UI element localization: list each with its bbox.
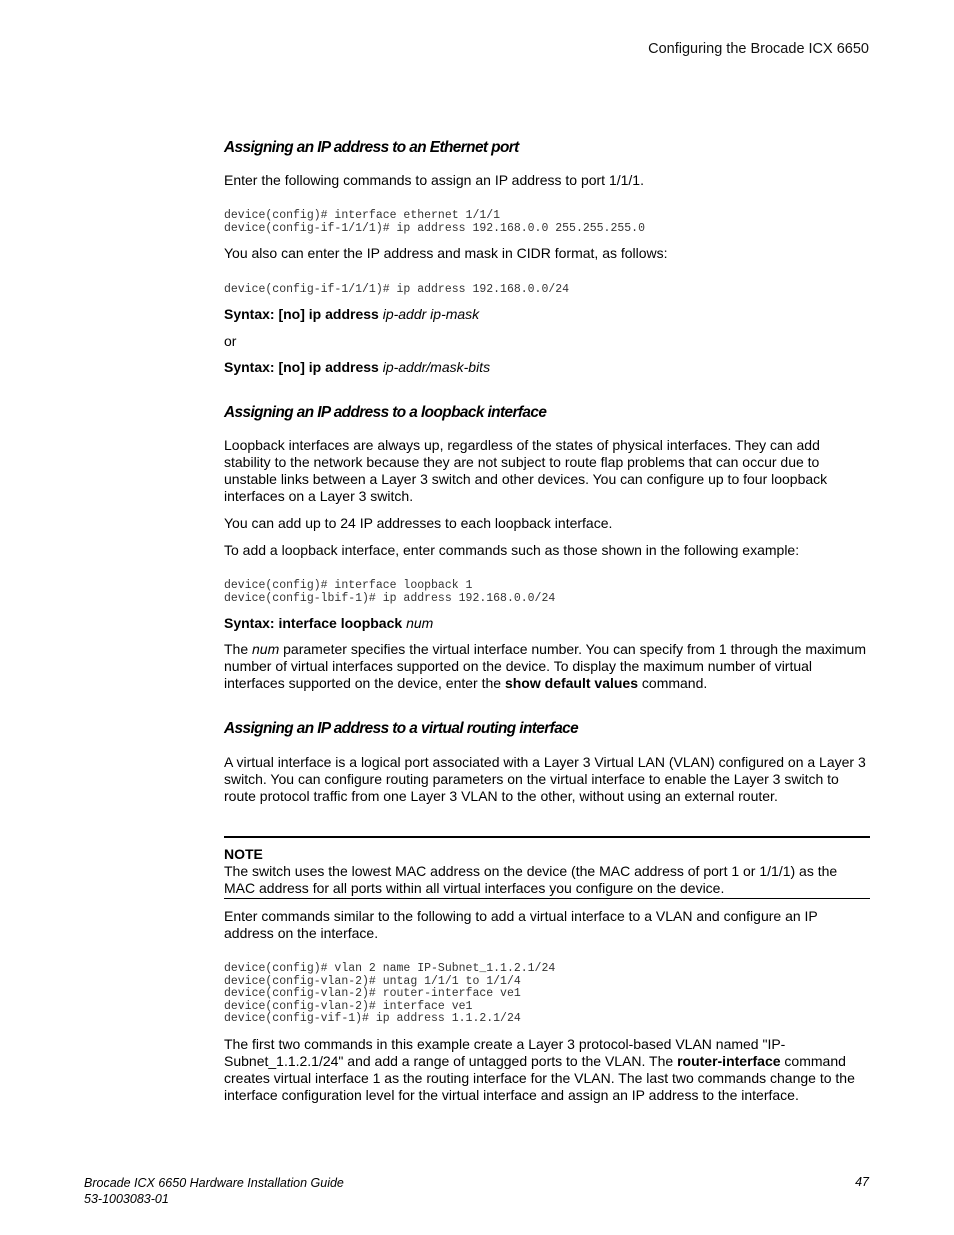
syntax-ip-mask <box>224 306 870 323</box>
virtual-para-1: A virtual interface is a logical port associated with a Layer 3 Virtual LAN (VLAN) configured on a Layer 3 switch. You can configure routing parameters on the virtual interface to enable the Layer 3 switch to route protocol traffic from one Layer 3 VLAN to the other, without using an external router. <box>224 754 866 804</box>
syntax-command: Syntax: [no] ip address <box>224 306 379 322</box>
virtual-para-2: Enter commands similar to the following to add a virtual interface to a VLAN and configure an IP address on the interface. <box>224 908 818 941</box>
or-text: or <box>224 333 237 349</box>
syntax-args: ip-addr/mask-bits <box>382 359 491 375</box>
running-header: Configuring the Brocade ICX 6650 <box>648 41 869 57</box>
footer-guide-title: Brocade ICX 6650 Hardware Installation Guide <box>84 1176 344 1190</box>
note-text: The switch uses the lowest MAC address on the device (the MAC address of port 1 or 1/1/1) as the MAC address for all ports within all virtual interfaces you configure on the device. <box>224 863 838 896</box>
text-run: parameter specifies the virtual interface number. You can specify from 1 through the maximum number of virtual interfaces supported on the device. To display the maximum number of virtual interfaces supported on the device, enter the <box>224 641 866 691</box>
command-name: router-interface <box>677 1053 781 1069</box>
text-run: command. <box>638 675 708 691</box>
note-top-rule <box>224 836 870 838</box>
text-run: The <box>224 641 253 657</box>
section-title-virtual-routing: Assigning an IP address to a virtual routing interface <box>224 720 579 737</box>
ethernet-intro: Enter the following commands to assign an IP address to port 1/1/1. <box>224 172 644 188</box>
loopback-para-2: You can add up to 24 IP addresses to each loopback interface. <box>224 515 613 531</box>
loopback-para-4 <box>224 641 870 692</box>
syntax-command: Syntax: interface loopback <box>224 615 403 631</box>
note-label: NOTE <box>224 846 263 862</box>
section-title-loopback: Assigning an IP address to a loopback interface <box>224 404 547 421</box>
loopback-para-1: Loopback interfaces are always up, regardless of the states of physical interfaces. They can add stability to the network because they are not subject to route flap problems that can occur due to unstable links between a Layer 3 switch and other devices. You can configure up to four loopback interfaces on a Layer 3 switch. <box>224 437 828 504</box>
footer-left <box>84 1175 344 1207</box>
syntax-loopback <box>224 615 870 632</box>
section-title-ethernet: Assigning an IP address to an Ethernet port <box>224 139 519 156</box>
footer-doc-number: 53-1003083-01 <box>84 1192 169 1206</box>
text-run: command creates virtual interface 1 as the routing interface for the VLAN. The last two commands change to the interface configuration level for the virtual interface and assign an IP address to the interface. <box>224 1053 855 1103</box>
cidr-text: You also can enter the IP address and mask in CIDR format, as follows: <box>224 245 668 261</box>
code-block-vlan: device(config)# vlan 2 name IP-Subnet_1.1.2.1/24 device(config-vlan-2)# untag 1/1/1 to 1/1/4 device(config-vlan-2)# router-interface ve1 device(config-vlan-2)# interface ve1 device(config-vif-1)# ip address 1.1.2.1/24 <box>224 962 556 1026</box>
footer-page-number: 47 <box>855 1175 869 1189</box>
code-block-cidr: device(config-if-1/1/1)# ip address 192.168.0.0/24 <box>224 283 570 296</box>
virtual-para-3 <box>224 1036 870 1104</box>
code-block-loopback: device(config)# interface loopback 1 device(config-lbif-1)# ip address 192.168.0.0/24 <box>224 579 556 605</box>
syntax-command: Syntax: [no] ip address <box>224 359 379 375</box>
syntax-args: num <box>406 615 434 631</box>
param-name: num <box>252 641 280 657</box>
syntax-args: ip-addr ip-mask <box>382 306 480 322</box>
text-run: The first two commands in this example create a Layer 3 protocol-based VLAN named "IP-Subnet_1.1.2.1/24" and add a range of untagged ports to the VLAN. The <box>224 1036 786 1069</box>
loopback-para-3: To add a loopback interface, enter commands such as those shown in the following example: <box>224 542 800 558</box>
note-bottom-rule <box>224 898 870 899</box>
code-block-ethernet: device(config)# interface ethernet 1/1/1 device(config-if-1/1/1)# ip address 192.168.0.0 255.255.255.0 <box>224 209 645 235</box>
syntax-mask-bits <box>224 359 870 376</box>
command-name: show default values <box>504 675 639 691</box>
